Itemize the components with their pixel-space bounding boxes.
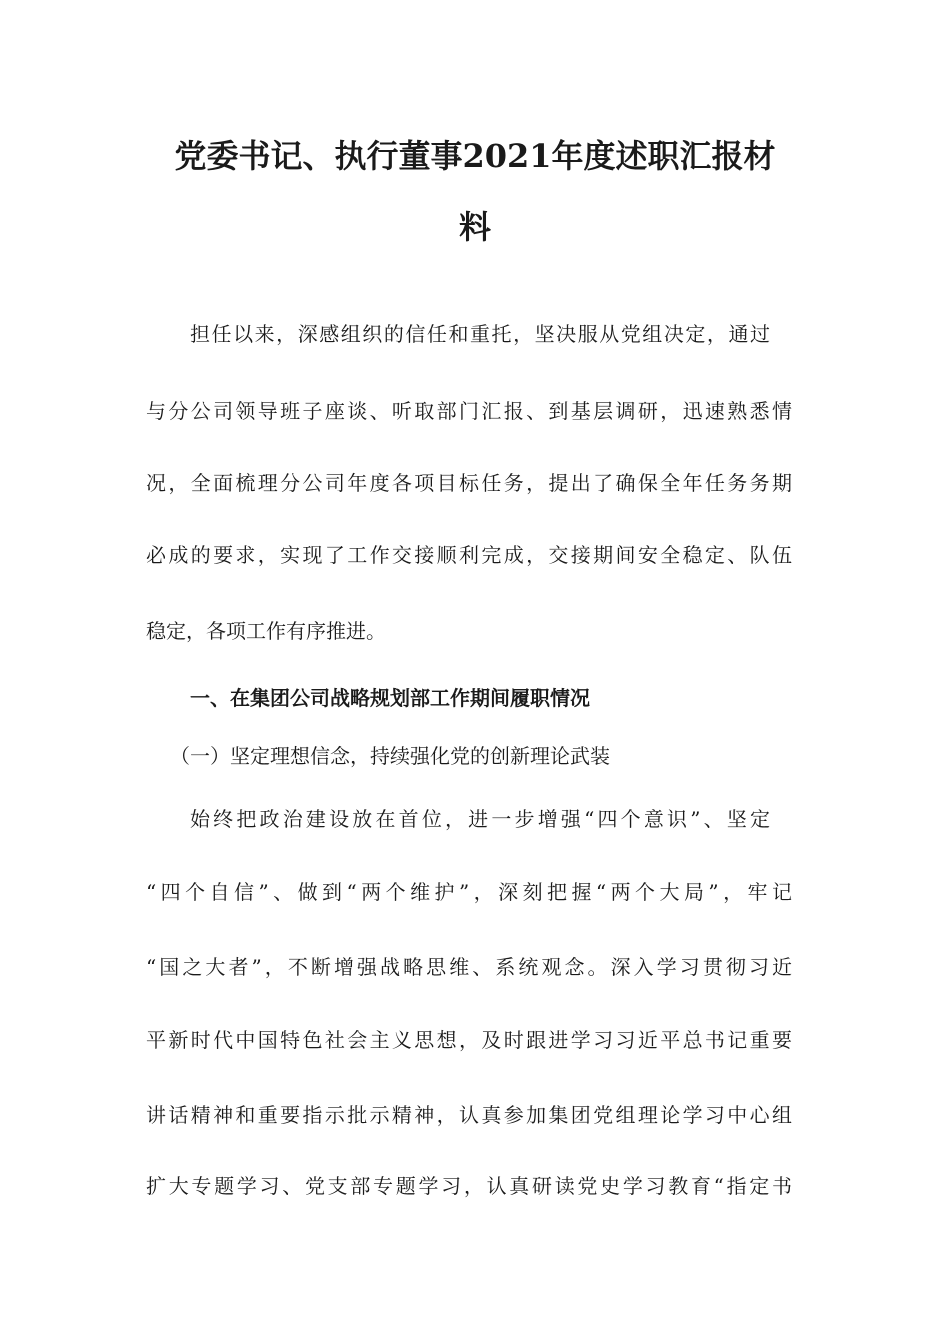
paragraph-line: 必成的要求，实现了工作交接顺利完成，交接期间安全稳定、队伍: [146, 543, 792, 567]
paragraph-line: 况，全面梳理分公司年度各项目标任务，提出了确保全年任务务期: [146, 471, 792, 495]
paragraph-line: 平新时代中国特色社会主义思想，及时跟进学习习近平总书记重要: [146, 1028, 792, 1052]
paragraph-line: “四个自信”、做到“两个维护”，深刻把握“两个大局”，牢记: [146, 880, 792, 904]
paragraph-line: 与分公司领导班子座谈、听取部门汇报、到基层调研，迅速熟悉情: [146, 399, 792, 423]
document-title-line-2: 料: [458, 208, 491, 246]
paragraph-line: “国之大者”，不断增强战略思维、系统观念。深入学习贯彻习近: [146, 955, 792, 979]
paragraph-line: 始终把政治建设放在首位，进一步增强“四个意识”、坚定: [190, 807, 770, 831]
paragraph-line: 稳定，各项工作有序推进。: [146, 619, 386, 643]
subsection-heading: （一）坚定理想信念，持续强化党的创新理论武装: [170, 744, 610, 768]
paragraph-line: 讲话精神和重要指示批示精神，认真参加集团党组理论学习中心组: [146, 1103, 792, 1127]
document-title-line-1: 党委书记、执行董事2021年度述职汇报材: [174, 137, 776, 175]
section-heading: 一、在集团公司战略规划部工作期间履职情况: [190, 686, 590, 710]
paragraph-line: 担任以来，深感组织的信任和重托，坚决服从党组决定，通过: [190, 322, 770, 346]
paragraph-line: 扩大专题学习、党支部专题学习，认真研读党史学习教育“指定书: [146, 1174, 792, 1198]
